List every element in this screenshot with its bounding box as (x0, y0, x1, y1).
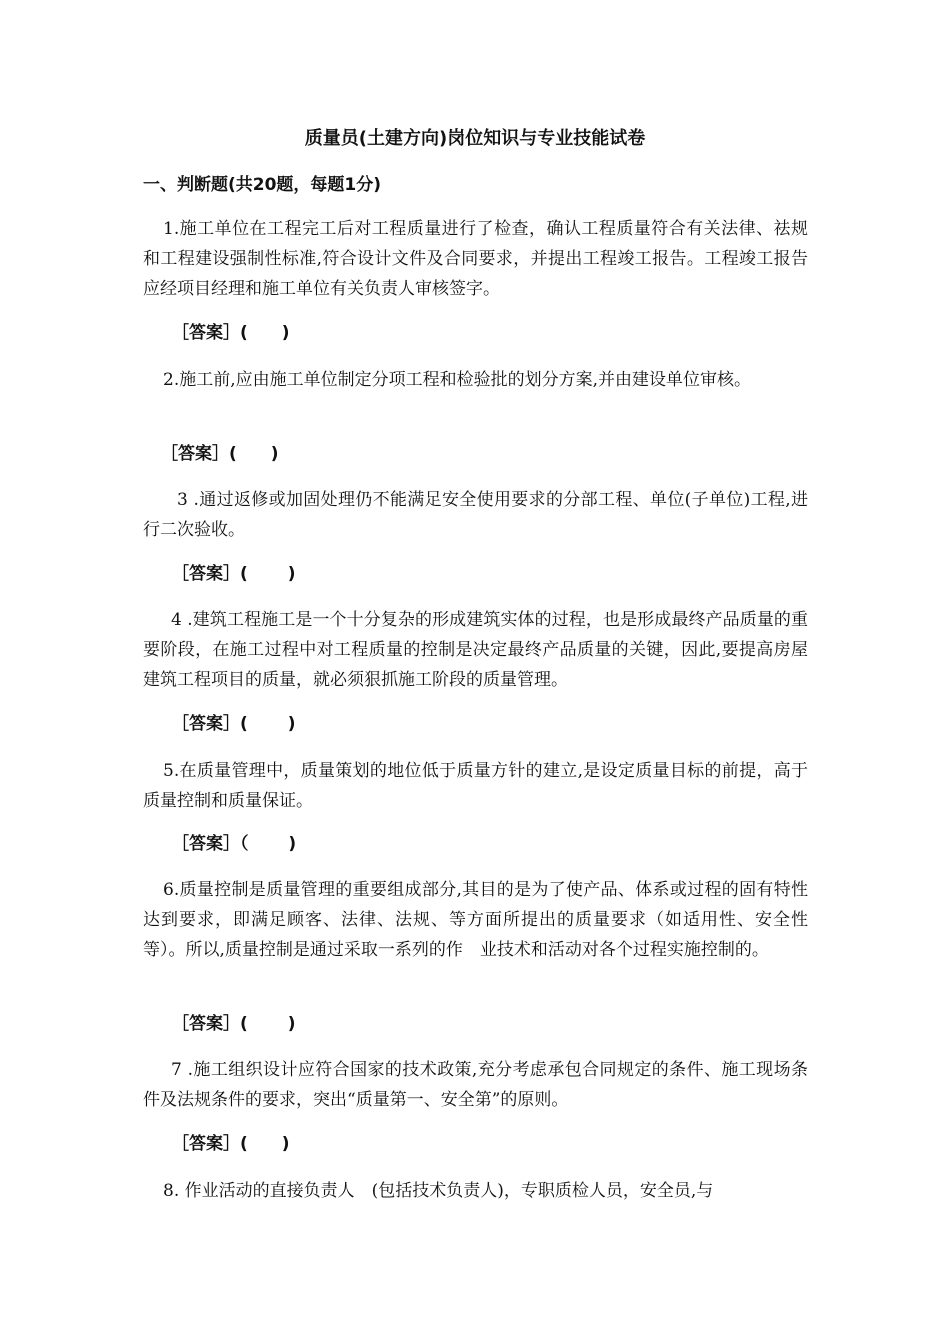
question-6-answer: ［答案］( ) (172, 1014, 296, 1034)
question-7-text: 7 .施工组织设计应符合国家的技术政策,充分考虑承包合同规定的条件、施工现场条件及法规条件的要求，突出“质量第一、安全第”的原则。 (143, 1060, 808, 1110)
question-3-text: 3 .通过返修或加固处理仍不能满足安全使用要求的分部工程、单位(子单位)工程,进行二次验收。 (143, 490, 808, 540)
document-title: 质量员(土建方向)岗位知识与专业技能试卷 (304, 128, 646, 149)
question-2-text: 2.施工前,应由施工单位制定分项工程和检验批的划分方案,并由建设单位审核。 (163, 370, 752, 390)
section-heading: 一、判断题(共20题，每题1分) (143, 175, 382, 195)
question-3-answer: ［答案］( ) (172, 564, 296, 584)
question-4-answer: ［答案］( ) (172, 714, 296, 734)
question-5-answer: ［答案］（ ) (172, 834, 297, 854)
question-2-answer: ［答案］( ) (161, 444, 279, 464)
question-1-answer: ［答案］( ) (172, 323, 290, 343)
question-1-text: 1.施工单位在工程完工后对工程质量进行了检查，确认工程质量符合有关法律、祛规和工程建设强制性标准,符合设计文件及合同要求，并提出工程竣工报告。工程竣工报告应经项目经理和施工单位有关负责人审核签字。 (143, 219, 808, 299)
question-5-text: 5.在质量管理中，质量策划的地位低于质量方针的建立,是设定质量目标的前提，高于质量控制和质量保证。 (143, 761, 808, 811)
question-6-text: 6.质量控制是质量管理的重要组成部分,其目的是为了使产品、体系或过程的固有特性达到要求，即满足顾客、法律、法规、等方面所提出的质量要求（如适用性、安全性等）。所以,质量控制是通过采取一系列的作 业技术和活动对各个过程实施控制的。 (143, 880, 808, 960)
question-8-text: 8. 作业活动的直接负责人 (包括技术负责人)，专职质检人员，安全员,与 (163, 1181, 714, 1201)
question-4-text: 4 .建筑工程施工是一个十分复杂的形成建筑实体的过程，也是形成最终产品质量的重要阶段，在施工过程中对工程质量的控制是决定最终产品质量的关键，因此,要提高房屋建筑工程项目的质量，就必须狠抓施工阶段的质量管理。 (143, 610, 808, 690)
question-7-answer: ［答案］( ) (172, 1134, 290, 1154)
